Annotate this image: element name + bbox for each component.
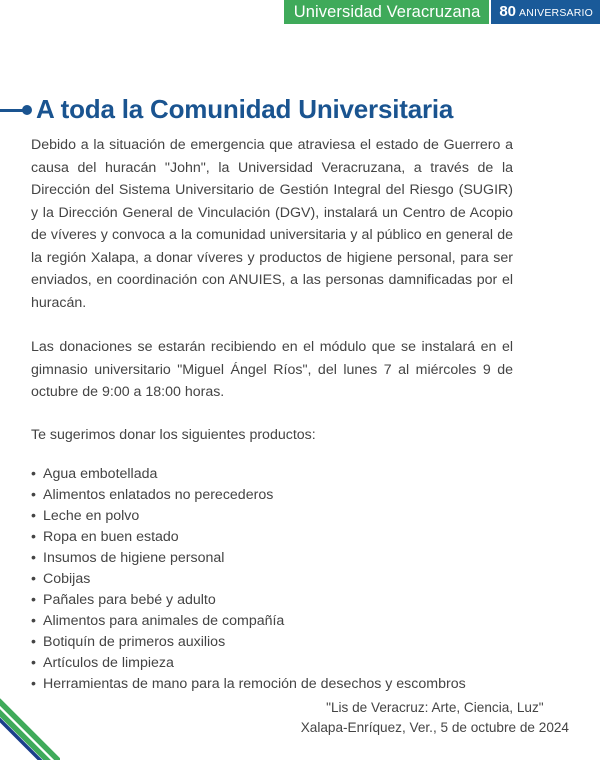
paragraph-donation-schedule: Las donaciones se estarán recibiendo en el módulo que se instalará en el gimnasio universitario "Miguel Ángel Ríos", del lunes 7 al miércoles 9 de octubre de 9:00 a 18:00 horas. (31, 339, 513, 400)
list-item: • Leche en polvo (31, 506, 513, 527)
list-item: • Insumos de higiene personal (31, 548, 513, 569)
list-item: • Cobijas (31, 569, 513, 590)
list-item: • Artículos de limpieza (31, 653, 513, 674)
document-footer (301, 698, 569, 738)
suggested-donations-list (31, 464, 513, 695)
list-item: • Herramientas de mano para la remoción de desechos y escombros (31, 674, 513, 695)
list-intro-text: Te sugerimos donar los siguientes productos: (31, 426, 316, 443)
list-item: • Alimentos para animales de compañía (31, 611, 513, 632)
marker-dot (22, 105, 32, 115)
list-item: • Pañales para bebé y adulto (31, 590, 513, 611)
title-row (0, 78, 600, 141)
page-header (0, 0, 600, 26)
anniversary-label: ANIVERSARIO (519, 7, 593, 19)
paragraph-emergency-announcement: Debido a la situación de emergencia que atraviesa el estado de Guerrero a causa del huracán "John", la Universidad Veracruzana, a través de la Dirección del Sistema Universitario de Gestión Integral del Riesgo (SUGIR) y la Dirección General de Vinculación (DGV), instalará un Centro de Acopio de víveres y convoca a la comunidad universitaria y al público en general de la región Xalapa, a donar víveres y productos de higiene personal, para ser enviados, en coordinación con ANUIES, a las personas damnificadas por el huracán. (31, 137, 513, 311)
place-and-date: Xalapa-Enríquez, Ver., 5 de octubre de 2024 (300, 720, 569, 735)
page-title: A toda la Comunidad Universitaria (36, 94, 454, 125)
university-brand-bar (284, 0, 490, 24)
list-item: • Ropa en buen estado (31, 527, 513, 548)
corner-stripe-decoration (0, 684, 60, 760)
diagonal-stripes-icon (0, 684, 60, 760)
anniversary-number: 80 (499, 3, 517, 20)
anniversary-badge (491, 0, 600, 24)
institutional-motto: "Lis de Veracruz: Arte, Ciencia, Luz" (326, 700, 544, 715)
list-item: • Agua embotellada (31, 464, 513, 485)
list-item: • Alimentos enlatados no perecederos (31, 485, 513, 506)
line-dot-marker-icon (0, 102, 36, 118)
university-name: Universidad Veracruzana (293, 2, 481, 21)
document-body (31, 134, 513, 695)
list-item: • Botiquín de primeros auxilios (31, 632, 513, 653)
